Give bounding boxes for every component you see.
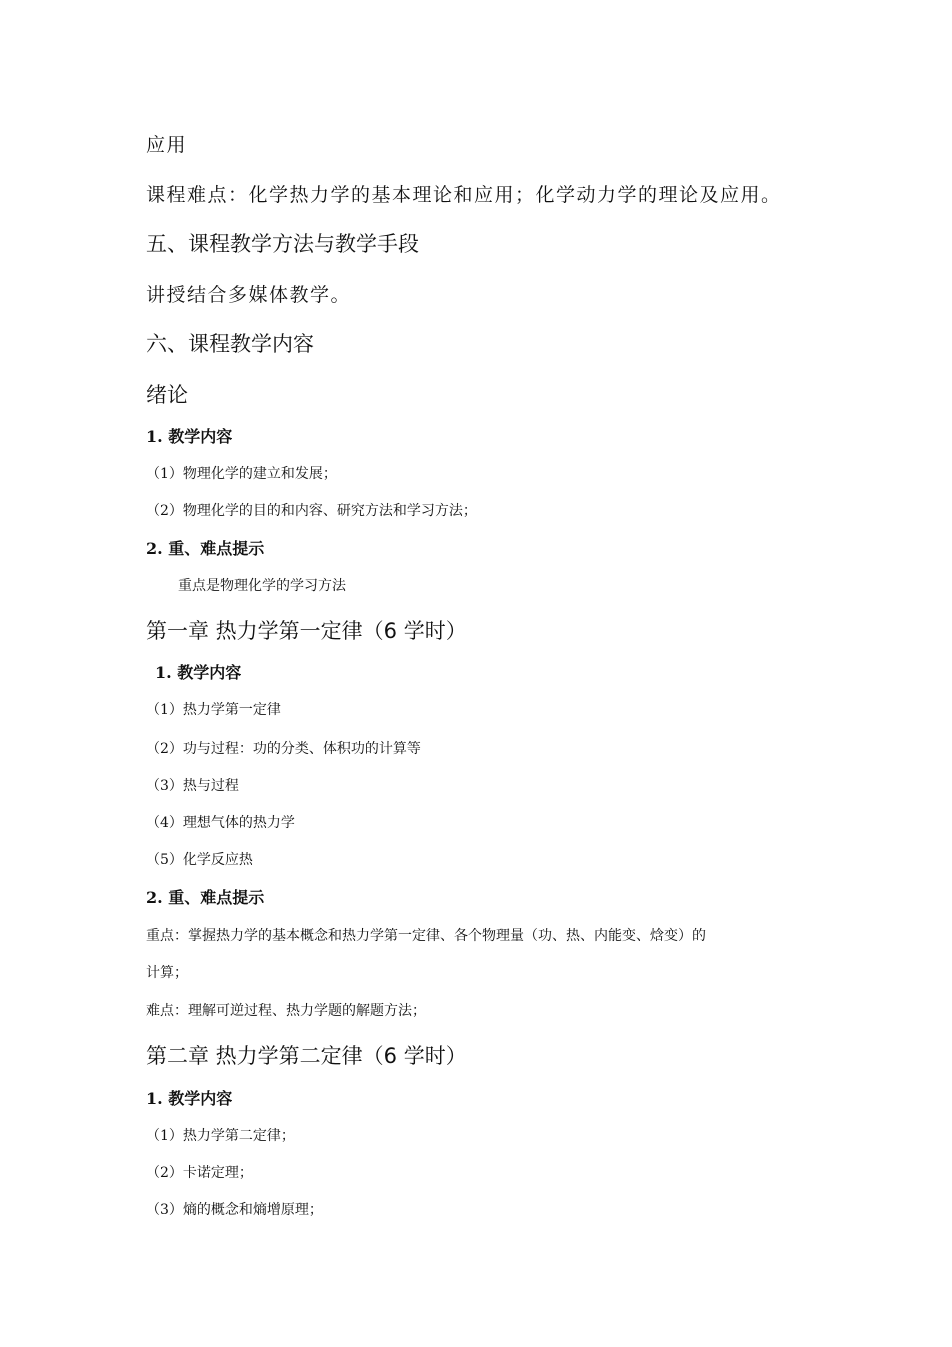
list-item: （3）热与过程 xyxy=(146,778,239,794)
list-item: （5）化学反应热 xyxy=(146,852,253,868)
list-item: （3）熵的概念和熵增原理； xyxy=(146,1202,323,1218)
list-item: （1）物理化学的建立和发展； xyxy=(146,466,337,482)
list-item: （2）功与过程：功的分类、体积功的计算等 xyxy=(146,741,421,757)
intro-content-title: 1. 教学内容 xyxy=(146,427,233,446)
intro-key-text: 重点是物理化学的学习方法 xyxy=(178,578,346,594)
list-item: （2）物理化学的目的和内容、研究方法和学习方法； xyxy=(146,503,477,519)
chapter1-key-line1: 重点：掌握热力学的基本概念和热力学第一定律、各个物理量（功、热、内能变、焓变）的 xyxy=(146,928,706,944)
list-item: （4）理想气体的热力学 xyxy=(146,815,295,831)
chapter2-heading: 第二章 热力学第二定律（6 学时） xyxy=(146,1044,467,1068)
section-heading-content: 六、课程教学内容 xyxy=(146,332,314,356)
list-item: （2）卡诺定理； xyxy=(146,1165,253,1181)
section-heading-methods: 五、课程教学方法与教学手段 xyxy=(146,232,419,256)
chapter1-difficulty: 难点：理解可逆过程、热力学题的解题方法； xyxy=(146,1003,426,1019)
chapter1-key-title: 2. 重、难点提示 xyxy=(146,888,265,907)
section-text-methods: 讲授结合多媒体教学。 xyxy=(146,284,352,306)
list-item: （1）热力学第一定律 xyxy=(146,702,281,718)
chapter1-content-title: 1. 教学内容 xyxy=(155,663,242,682)
intro-key-title: 2. 重、难点提示 xyxy=(146,539,265,558)
intro-heading: 绪论 xyxy=(146,383,188,407)
text-line-course-difficulty: 课程难点：化学热力学的基本理论和应用；化学动力学的理论及应用。 xyxy=(146,184,782,206)
list-item: （1）热力学第二定律； xyxy=(146,1128,295,1144)
text-line-application: 应用 xyxy=(146,134,188,156)
chapter1-key-line2: 计算； xyxy=(146,965,188,981)
chapter1-heading: 第一章 热力学第一定律（6 学时） xyxy=(146,619,467,643)
chapter2-content-title: 1. 教学内容 xyxy=(146,1089,233,1108)
